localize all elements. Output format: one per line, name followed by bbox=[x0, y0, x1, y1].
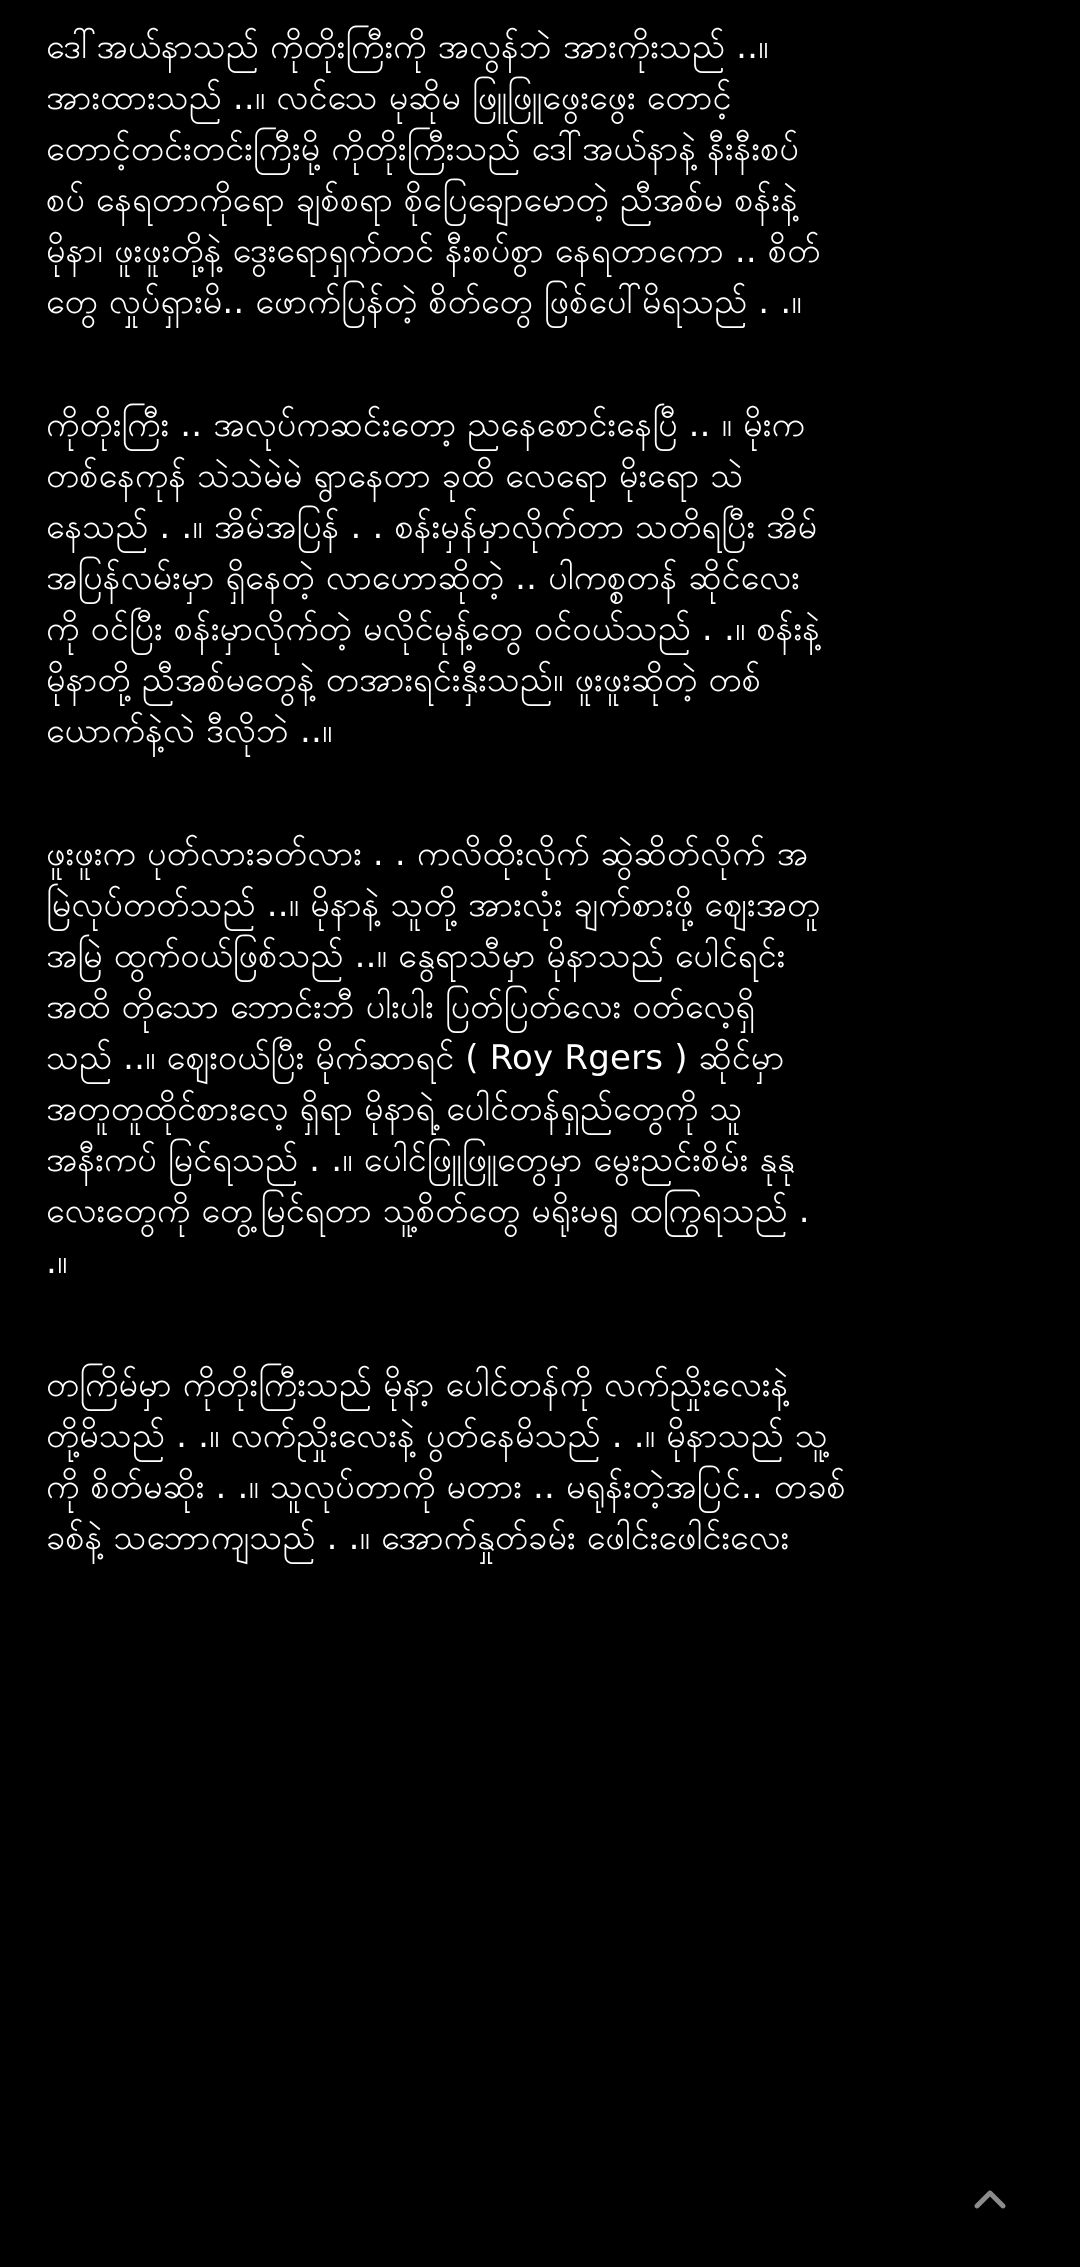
text-line: တစ်နေကုန် သဲသဲမဲမဲ ရွာနေတာ ခုထိ လေရော မိုးရော သဲ bbox=[46, 456, 744, 496]
text-line: နေသည် . .။ အိမ်အပြန် . . စန်းမှန်မှာလိုက်တာ သတိရပြီး အိမ် bbox=[46, 507, 818, 547]
text-line: ကို ဝင်ပြီး စန်းမှာလိုက်တဲ့ မလိုင်မုန့်တွေ ဝင်ဝယ်သည် . .။ စန်းနဲ့ bbox=[46, 609, 821, 649]
text-line: တွေ လှုပ်ရှားမိ.. ဖောက်ပြန်တဲ့ စိတ်တွေ ဖြစ်ပေါ်မိရသည် . .။ bbox=[46, 282, 802, 322]
text-line: အားထားသည် ..။ လင်သေ မုဆိုမ ဖြူဖြူဖွေးဖွေး တောင့် bbox=[46, 78, 732, 118]
text-line: တို့မိသည် . .။ လက်ညှိုးလေးနဲ့ ပွတ်နေမိသည် . .။ မိုနာသည် သူ့ bbox=[46, 1416, 828, 1456]
paragraph bbox=[46, 829, 1030, 1288]
text-line: လေးတွေကို တွေ့မြင်ရတာ သူ့စိတ်တွေ မရိုးမရွ ထကြွရသည် . bbox=[46, 1191, 810, 1231]
text-line: ကို စိတ်မဆိုး . .။ သူလုပ်တာကို မတား .. မရုန်းတဲ့အပြင်.. တခစ် bbox=[46, 1467, 846, 1507]
text-line: အနီးကပ် မြင်ရသည် . .။ ပေါင်ဖြူဖြူတွေမှာ မွေးညင်းစိမ်း နုနု bbox=[46, 1140, 795, 1180]
text-line: ဖူးဖူးက ပုတ်လားခတ်လား . . ကလိထိုးလိုက် ဆွဲဆိတ်လိုက် အ bbox=[46, 834, 809, 874]
text-line: .။ bbox=[46, 1242, 68, 1282]
text-line: စပ် နေရတာကိုရော ချစ်စရာ စိုပြေချောမောတဲ့ ညီအစ်မ စန်းနဲ့ bbox=[46, 180, 798, 220]
scroll-to-top-icon[interactable] bbox=[967, 2178, 1013, 2224]
paragraph bbox=[46, 1360, 1030, 1564]
text-line: မိုနာတို့ ညီအစ်မတွေနဲ့ တအားရင်းနှီးသည်။ ဖူးဖူးဆိုတဲ့ တစ် bbox=[46, 660, 762, 700]
text-line: ခစ်နဲ့ သဘောကျသည် . .။ အောက်နှုတ်ခမ်း ဖေါင်းဖေါင်းလေး bbox=[46, 1518, 790, 1558]
text-line: သည် ..။ ဈေးဝယ်ပြီး မိုက်ဆာရင် ( Roy Rgers ) ဆိုင်မှာ bbox=[46, 1038, 785, 1078]
paragraph bbox=[46, 400, 1030, 757]
text-line: အထိ တိုသော ဘောင်းဘီ ပါးပါး ပြတ်ပြတ်လေး ဝတ်လေ့ရှိ bbox=[46, 987, 756, 1027]
paragraph bbox=[46, 22, 1030, 328]
text-line: အတူတူထိုင်စားလေ့ ရှိရာ မိုနာရဲ့ ပေါင်တန်ရှည်တွေကို သူ bbox=[46, 1089, 743, 1129]
article-body bbox=[46, 22, 1030, 1564]
text-line: ဒေါ်အယ်နာသည် ကိုတိုးကြီးကို အလွန်ဘဲ အားကိုးသည် ..။ bbox=[46, 27, 769, 67]
text-line: အပြန်လမ်းမှာ ရှိနေတဲ့ လာဟောဆိုတဲ့ .. ပါကစ္စတန် ဆိုင်လေး bbox=[46, 558, 800, 598]
text-line: မြဲလုပ်တတ်သည် ..။ မိုနာနဲ့ သူတို့ အားလုံး ချက်စားဖို့ ဈေးအတူ bbox=[46, 885, 821, 925]
text-line: အမြဲ ထွက်ဝယ်ဖြစ်သည် ..။ နွေရာသီမှာ မိုနာသည် ပေါင်ရင်း bbox=[46, 936, 786, 976]
text-line: တောင့်တင်းတင်းကြီးမို့ ကိုတိုးကြီးသည် ဒေါ်အယ်နာနဲ့ နီးနီးစပ် bbox=[46, 129, 799, 169]
text-line: ကိုတိုးကြီး .. အလုပ်ကဆင်းတော့ ညနေစောင်းနေပြီ .. ။ မိုးက bbox=[46, 405, 805, 445]
text-line: တကြိမ်မှာ ကိုတိုးကြီးသည် မိုနာ့ ပေါင်တန်ကို လက်ညှိုးလေးနဲ့ bbox=[46, 1365, 789, 1405]
text-line: မိုနာ၊ ဖူးဖူးတို့နဲ့ ဒွေးရောရှက်တင် နီးစပ်စွာ နေရတာကော .. စိတ် bbox=[46, 231, 821, 271]
text-line: ယောက်နဲ့လဲ ဒီလိုဘဲ ..။ bbox=[46, 711, 333, 751]
